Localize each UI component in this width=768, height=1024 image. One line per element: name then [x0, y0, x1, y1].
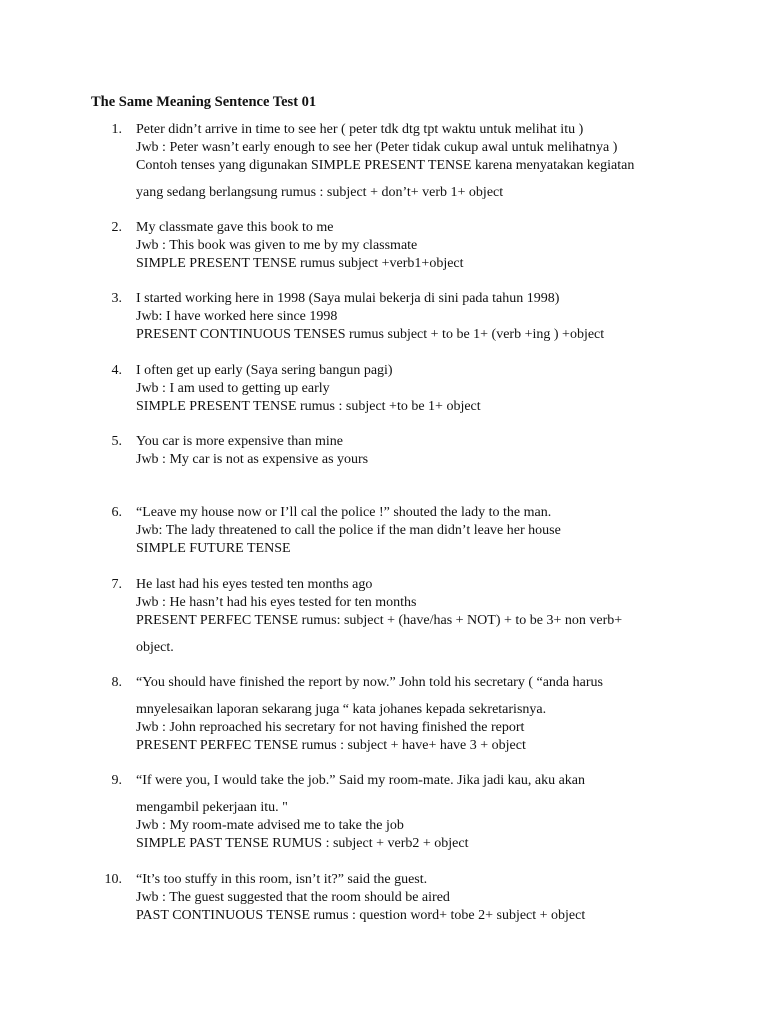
item-line: Jwb : John reproached his secretary for not having finished the report: [136, 720, 525, 735]
item-number: 8.: [111, 675, 122, 690]
item-text: [136, 362, 756, 416]
item-number: 2.: [111, 220, 122, 235]
item-line: object.: [136, 640, 174, 655]
document-title: The Same Meaning Sentence Test 01: [91, 94, 317, 110]
item-text: [136, 576, 756, 657]
item-text: [136, 772, 756, 853]
item-line: PRESENT PERFEC TENSE rumus : subject + have+ have 3 + object: [136, 738, 526, 753]
item-line: You car is more expensive than mine: [136, 434, 343, 449]
item-line: Jwb : This book was given to me by my classmate: [136, 238, 418, 253]
item-text: [136, 121, 756, 202]
item-line: Peter didn’t arrive in time to see her ( peter tdk dtg tpt waktu untuk melihat itu ): [136, 122, 584, 137]
item-line: PRESENT CONTINUOUS TENSES rumus subject + to be 1+ (verb +ing ) +object: [136, 327, 605, 342]
item-line: Jwb : He hasn’t had his eyes tested for ten months: [136, 595, 417, 610]
item-line: Jwb : My room-mate advised me to take the job: [136, 818, 404, 833]
item-text: [136, 433, 756, 469]
item-line: “You should have finished the report by now.” John told his secretary ( “anda harus: [136, 675, 603, 690]
item-line: Jwb : I am used to getting up early: [136, 381, 330, 396]
item-line: My classmate gave this book to me: [136, 220, 334, 235]
item-line: Jwb: The lady threatened to call the police if the man didn’t leave her house: [136, 523, 561, 538]
item-number: 3.: [111, 291, 122, 306]
item-line: SIMPLE PRESENT TENSE rumus : subject +to be 1+ object: [136, 399, 481, 414]
item-line: Jwb : My car is not as expensive as yours: [136, 452, 369, 467]
item-text: [136, 871, 756, 925]
item-number: 1.: [111, 122, 122, 137]
item-number: 7.: [111, 577, 122, 592]
item-line: PAST CONTINUOUS TENSE rumus : question word+ tobe 2+ subject + object: [136, 908, 586, 923]
item-number: 4.: [111, 363, 122, 378]
item-line: SIMPLE FUTURE TENSE: [136, 541, 291, 556]
item-number: 5.: [111, 434, 122, 449]
item-line: “Leave my house now or I’ll cal the police !” shouted the lady to the man.: [136, 505, 552, 520]
item-line: mnyelesaikan laporan sekarang juga “ kata johanes kepada sekretarisnya.: [136, 702, 547, 717]
item-line: I often get up early (Saya sering bangun pagi): [136, 363, 393, 378]
item-line: Jwb : Peter wasn’t early enough to see her (Peter tidak cukup awal untuk melihatnya ): [136, 140, 618, 155]
item-line: mengambil pekerjaan itu. ": [136, 800, 288, 815]
item-line: I started working here in 1998 (Saya mulai bekerja di sini pada tahun 1998): [136, 291, 560, 306]
item-line: yang sedang berlangsung rumus : subject + don’t+ verb 1+ object: [136, 185, 504, 200]
item-number: 6.: [111, 505, 122, 520]
item-text: [136, 504, 756, 558]
item-line: He last had his eyes tested ten months ago: [136, 577, 373, 592]
item-text: [136, 290, 756, 344]
item-number: 9.: [111, 773, 122, 788]
item-text: [136, 219, 756, 273]
item-line: “It’s too stuffy in this room, isn’t it?” said the guest.: [136, 872, 428, 887]
item-line: Jwb : The guest suggested that the room should be aired: [136, 890, 450, 905]
item-number: 10.: [104, 872, 122, 887]
item-line: “If were you, I would take the job.” Said my room-mate. Jika jadi kau, aku akan: [136, 773, 586, 788]
item-line: SIMPLE PAST TENSE RUMUS : subject + verb2 + object: [136, 836, 469, 851]
item-line: Jwb: I have worked here since 1998: [136, 309, 338, 324]
item-text: [136, 674, 756, 755]
item-line: PRESENT PERFEC TENSE rumus: subject + (have/has + NOT) + to be 3+ non verb+: [136, 613, 623, 628]
item-line: Contoh tenses yang digunakan SIMPLE PRESENT TENSE karena menyatakan kegiatan: [136, 158, 635, 173]
item-line: SIMPLE PRESENT TENSE rumus subject +verb1+object: [136, 256, 464, 271]
